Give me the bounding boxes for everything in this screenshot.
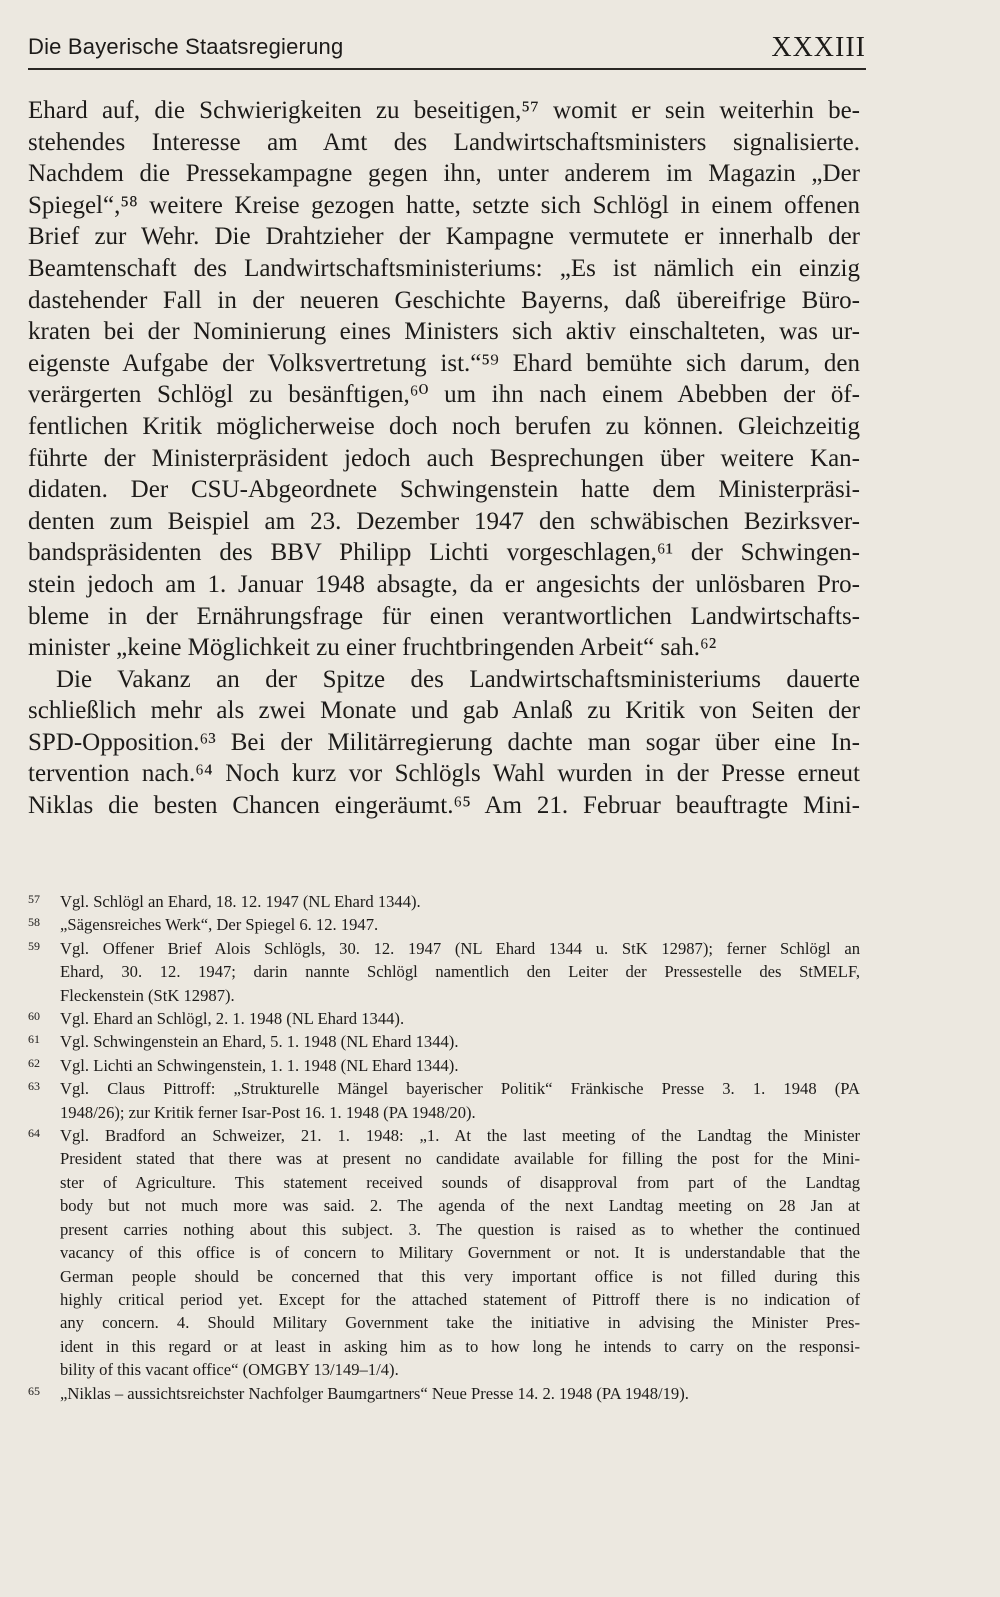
footnote-line: present carries nothing about this subject. 3. The question is raised as to whether the continued [60, 1219, 860, 1239]
running-head-title: Die Bayerische Staatsregierung [28, 34, 344, 59]
footnote-line: Vgl. Offener Brief Alois Schlögls, 30. 12. 1947 (NL Ehard 1344 u. StK 12987); ferner Schlögl an [60, 938, 860, 958]
footnote [28, 1077, 860, 1124]
footnote-line: „Sägensreiches Werk“, Der Spiegel 6. 12. 1947. [60, 915, 379, 935]
body-line: Brief zur Wehr. Die Drahtzieher der Kampagne vermutete er innerhalb der [28, 223, 860, 251]
footnote [28, 1124, 860, 1381]
body-line: tervention nach.⁶⁴ Noch kurz vor Schlögls Wahl wurden in der Presse erneut [28, 760, 860, 788]
footnote-line: bility of this vacant office“ (OMGBY 13/149–1/4). [60, 1360, 399, 1380]
body-line: minister „keine Möglichkeit zu einer fruchtbringenden Arbeit“ sah.⁶² [28, 634, 717, 662]
footnote-number: 63 [28, 1079, 40, 1094]
footnote [28, 913, 860, 936]
footnote-number: 58 [28, 915, 40, 930]
footnote-line: Vgl. Bradford an Schweizer, 21. 1. 1948: „1. At the last meeting of the Landtag the Minister [60, 1126, 860, 1146]
body-line: Nachdem die Pressekampagne gegen ihn, unter anderem im Magazin „Der [28, 160, 860, 188]
footnote-number: 62 [28, 1055, 40, 1070]
body-line: kraten bei der Nominierung eines Ministers sich aktiv einschalteten, was ur- [28, 318, 860, 346]
footnote [28, 890, 860, 913]
body-line: didaten. Der CSU-Abgeordnete Schwingenstein hatte dem Ministerpräsi- [28, 476, 860, 504]
footnote-line: ident in this regard or at least in asking him as to how long he intends to carry on the responsi- [60, 1336, 860, 1356]
body-line: führte der Ministerpräsident jedoch auch Besprechungen über weitere Kan- [28, 444, 860, 472]
footnote-line: Ehard, 30. 12. 1947; darin nannte Schlögl namentlich den Leiter der Pressestelle des StMELF, [60, 962, 860, 982]
body-line: SPD-Opposition.⁶³ Bei der Militärregierung dachte man sogar über eine In- [28, 728, 860, 756]
body-line: Spiegel“,⁵⁸ weitere Kreise gezogen hatte, setzte sich Schlögl in einem offenen [28, 191, 860, 219]
footnote-line: President stated that there was at present no candidate available for filling the post for the Mini- [60, 1149, 860, 1169]
footnote-line: Vgl. Lichti an Schwingenstein, 1. 1. 1948 (NL Ehard 1344). [60, 1055, 459, 1075]
footnote-number: 64 [28, 1126, 40, 1141]
body-line: Niklas die besten Chancen eingeräumt.⁶⁵ Am 21. Februar beauftragte Mini- [28, 792, 860, 820]
footnote [28, 1382, 860, 1405]
body-line: bleme in der Ernährungsfrage für einen verantwortlichen Landwirtschafts- [28, 602, 860, 630]
footnote-number: 57 [28, 892, 40, 906]
footnote-line: „Niklas – aussichtsreichster Nachfolger Baumgartners“ Neue Presse 14. 2. 1948 (PA 1948/19). [60, 1383, 689, 1403]
page-number: XXXIII [771, 32, 866, 63]
body-line: stehendes Interesse am Amt des Landwirtschaftsministers signalisierte. [28, 128, 860, 156]
footnote-line: Fleckenstein (StK 12987). [60, 985, 235, 1005]
body-line: eigenste Aufgabe der Volksvertretung ist.“⁵⁹ Ehard bemühte sich darum, den [28, 349, 860, 377]
body-line: schließlich mehr als zwei Monate und gab Anlaß zu Kritik von Seiten der [28, 697, 860, 725]
body-line: Ehard auf, die Schwierigkeiten zu beseitigen,⁵⁷ womit er sein weiterhin be- [28, 97, 860, 124]
footnote-line: highly critical period yet. Except for the attached statement of Pittroff there is no indication of [60, 1289, 860, 1309]
body-line: Die Vakanz an der Spitze des Landwirtschaftsministeriums dauerte [56, 665, 860, 693]
body-line: verärgerten Schlögl zu besänftigen,⁶⁰ um ihn nach einem Abebben der öf- [28, 381, 860, 409]
footnote-line: Vgl. Claus Pittroff: „Strukturelle Mängel bayerischer Politik“ Fränkische Presse 3. 1. 1948 (PA [60, 1079, 860, 1099]
footnote-line: body but not much more was said. 2. The agenda of the next Landtag meeting on 28 Jan at [60, 1196, 860, 1216]
footnote [28, 1007, 860, 1030]
footnote-number: 61 [28, 1032, 40, 1047]
body-line: fentlichen Kritik möglicherweise doch noch berufen zu können. Gleichzeitig [28, 412, 860, 440]
body-line: bandspräsidenten des BBV Philipp Lichti vorgeschlagen,⁶¹ der Schwingen- [28, 539, 860, 567]
footnote-line: any concern. 4. Should Military Government take the initiative in advising the Minister Pres- [60, 1313, 860, 1333]
running-head [28, 34, 866, 70]
footnote-line: German people should be concerned that this very important office is not filled during this [60, 1266, 860, 1286]
footnote [28, 1054, 860, 1077]
body-line: stein jedoch am 1. Januar 1948 absagte, da er angesichts der unlösbaren Pro- [28, 570, 860, 598]
body-text [28, 95, 860, 822]
footnote-line: 1948/26); zur Kritik ferner Isar-Post 16. 1. 1948 (PA 1948/20). [60, 1102, 476, 1122]
footnote [28, 1030, 860, 1053]
body-line: Beamtenschaft des Landwirtschaftsministeriums: „Es ist nämlich ein einzig [28, 254, 860, 282]
footnote-line: Vgl. Ehard an Schlögl, 2. 1. 1948 (NL Ehard 1344). [60, 1009, 405, 1029]
footnote-number: 59 [28, 938, 40, 953]
body-line: dastehender Fall in der neueren Geschichte Bayerns, daß übereifrige Büro- [28, 286, 860, 314]
footnote-line: vacancy of this office is of concern to Military Government or not. It is understandable that the [60, 1243, 860, 1263]
footnote-line: Vgl. Schwingenstein an Ehard, 5. 1. 1948 (NL Ehard 1344). [60, 1032, 459, 1052]
body-line: denten zum Beispiel am 23. Dezember 1947 den schwäbischen Bezirksver- [28, 507, 860, 535]
footnote-number: 65 [28, 1383, 40, 1398]
footnotes [28, 890, 860, 1405]
footnote [28, 937, 860, 1007]
footnote-number: 60 [28, 1009, 40, 1024]
footnote-line: ster of Agriculture. This statement received sounds of disapproval from part of the Landtag [60, 1172, 860, 1192]
footnote-line: Vgl. Schlögl an Ehard, 18. 12. 1947 (NL Ehard 1344). [60, 892, 421, 911]
